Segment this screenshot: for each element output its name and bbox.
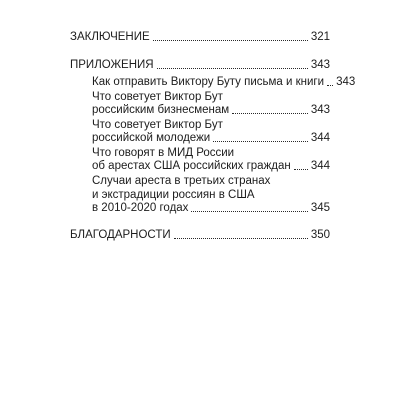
toc-page-number: 343 [310, 104, 330, 116]
dot-leader [157, 68, 308, 69]
toc-row-conclusion [70, 30, 330, 44]
toc-page-number: 343 [336, 76, 356, 88]
toc-entry-line: в 2010-2020 годах [92, 202, 189, 214]
toc-entry-line: об арестах США российских граждан [92, 160, 291, 172]
toc-entry [92, 75, 356, 89]
toc-title: БЛАГОДАРНОСТИ [70, 229, 171, 241]
toc-entry-line: Случаи ареста в третьих странах [92, 175, 271, 187]
toc-page-number: 321 [310, 31, 330, 43]
dot-leader [191, 211, 307, 212]
toc-entry [92, 201, 330, 215]
toc-entry [92, 159, 330, 173]
toc-row-acknowledgements [70, 228, 330, 242]
toc-entry-line: Что говорят в МИД России [92, 147, 235, 159]
toc-entry-line: Что советует Виктор Бут [92, 91, 223, 103]
toc-entry [92, 103, 330, 117]
toc-row-appendices [70, 58, 330, 72]
toc-title: ЗАКЛЮЧЕНИЕ [70, 31, 150, 43]
dot-leader [294, 169, 308, 170]
toc-entry-line: Как отправить Виктору Буту письма и книги [92, 76, 325, 88]
toc-entry-line: российским бизнесменам [92, 104, 230, 116]
dot-leader [232, 113, 308, 114]
dot-leader [174, 238, 308, 239]
toc-entry-line: Что советует Виктор Бут [92, 119, 223, 131]
dot-leader [213, 141, 308, 142]
dot-leader [153, 40, 308, 41]
toc-entry [92, 131, 330, 145]
toc-page-number: 344 [310, 132, 330, 144]
dot-leader [327, 85, 333, 86]
toc-page-number: 350 [310, 229, 330, 241]
toc-entry-line: и экстрадиции россиян в США [92, 189, 255, 201]
toc-page-number: 345 [310, 202, 330, 214]
toc-page-number: 344 [310, 160, 330, 172]
toc-page-number: 343 [310, 59, 330, 71]
toc-entry-line: российской молодежи [92, 132, 211, 144]
toc-title: ПРИЛОЖЕНИЯ [70, 59, 154, 71]
